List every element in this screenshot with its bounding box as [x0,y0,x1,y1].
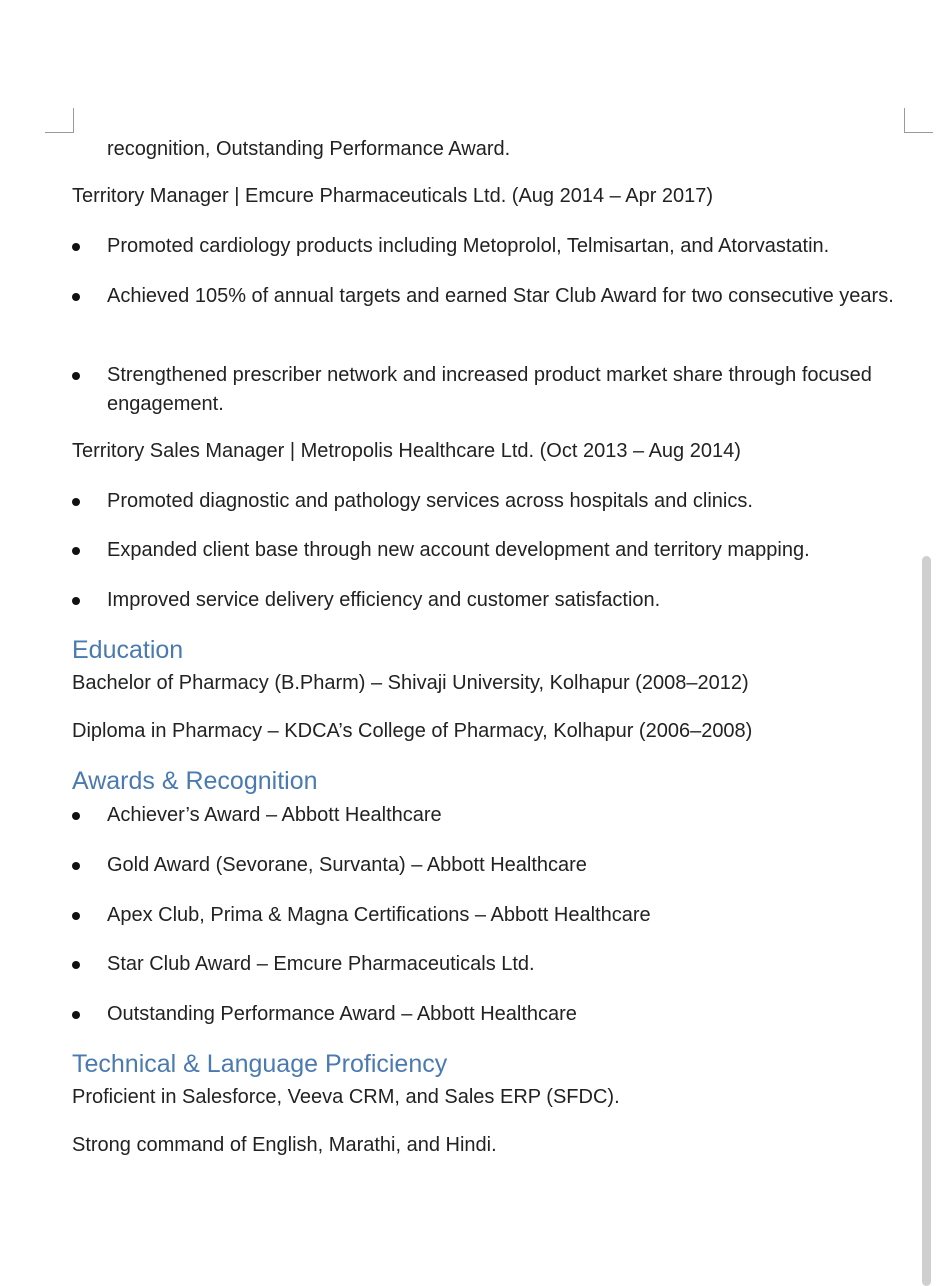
bullet-dot [72,1011,80,1019]
bullet-dot [72,372,80,380]
education-entry: Diploma in Pharmacy – KDCA’s College of Pharmacy, Kolhapur (2006–2008) [72,720,753,742]
award-item: Achiever’s Award – Abbott Healthcare [107,804,442,826]
bullet-dot [72,961,80,969]
bullet-dot [72,812,80,820]
award-item: Gold Award (Sevorane, Survanta) – Abbott Healthcare [107,854,587,876]
education-heading: Education [72,636,184,664]
bullet-dot [72,498,80,506]
award-item: Outstanding Performance Award – Abbott Healthcare [107,1003,577,1025]
job-bullet: Strengthened prescriber network and increased product market share through focused engagement. [107,364,872,415]
award-item: Star Club Award – Emcure Pharmaceuticals Ltd. [107,953,535,975]
awards-heading: Awards & Recognition [72,767,318,795]
technical-heading: Technical & Language Proficiency [72,1050,448,1078]
job-bullet: Expanded client base through new account development and territory mapping. [107,539,810,561]
job-bullet: Promoted diagnostic and pathology services across hospitals and clinics. [107,490,753,512]
bullet-dot [72,243,80,251]
technical-line: Strong command of English, Marathi, and Hindi. [72,1134,497,1156]
technical-line: Proficient in Salesforce, Veeva CRM, and Sales ERP (SFDC). [72,1086,620,1108]
bullet-dot [72,862,80,870]
job-bullet: Promoted cardiology products including Metoprolol, Telmisartan, and Atorvastatin. [107,235,830,257]
bullet-dot [72,293,80,301]
continuation-text: recognition, Outstanding Performance Award. [107,138,511,160]
page-margin-corner-left [45,108,74,133]
job-bullet: Achieved 105% of annual targets and earned Star Club Award for two consecutive years. [107,285,894,307]
job-title: Territory Manager | Emcure Pharmaceuticals Ltd. (Aug 2014 – Apr 2017) [72,185,714,207]
bullet-dot [72,597,80,605]
bullet-dot [72,912,80,920]
job-title: Territory Sales Manager | Metropolis Healthcare Ltd. (Oct 2013 – Aug 2014) [72,440,741,462]
education-entry: Bachelor of Pharmacy (B.Pharm) – Shivaji University, Kolhapur (2008–2012) [72,672,749,694]
bullet-dot [72,547,80,555]
award-item: Apex Club, Prima & Magna Certifications – Abbott Healthcare [107,904,651,926]
job-bullet: Improved service delivery efficiency and customer satisfaction. [107,589,661,611]
vertical-scrollbar[interactable] [922,556,931,1286]
page-margin-corner-right [904,108,933,133]
